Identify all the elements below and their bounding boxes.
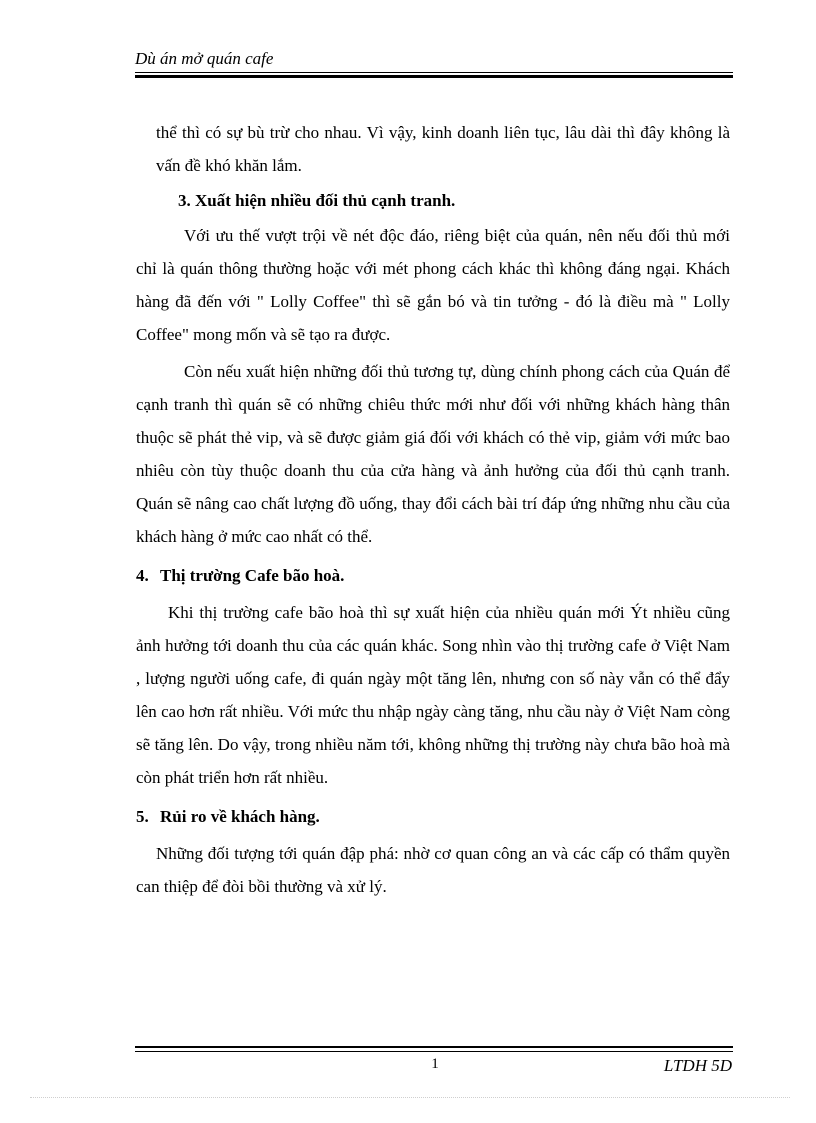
header-rule-thin: [135, 72, 733, 73]
heading-5-number: 5.: [136, 807, 149, 826]
paragraph-competitors-2: Còn nếu xuất hiện những đối thủ tương tự, dùng chính phong cách của Quán để cạnh tranh thì quán sẽ có những chiêu thức mới như đối với những khách hàng thân thuộc sẽ phát thẻ vip, và sẽ được giảm giá đối với khách có thẻ vip, giảm với mức bao nhiêu còn tùy thuộc doanh thu của cửa hàng và ảnh hưởng của đối thủ cạnh tranh. Quán sẽ nâng cao chất lượng đồ uống, thay đổi cách bài trí đáp ứng những nhu cầu của khách hàng ở mức cao nhất có thể.: [136, 362, 730, 546]
page-bottom-dotted-line: [30, 1097, 790, 1098]
footer-rule-thin: [135, 1051, 733, 1052]
heading-4-number: 4.: [136, 566, 149, 585]
paragraph-continuation: thể thì có sự bù trừ cho nhau. Vì vậy, kinh doanh liên tục, lâu dài thì đây không là vấn đề khó khăn lắm.: [156, 123, 730, 175]
heading-5-text: Rủi ro về khách hàng.: [160, 807, 320, 826]
footer-rule-thick: [135, 1046, 733, 1048]
page-number: 1: [431, 1056, 439, 1072]
heading-5: [136, 800, 730, 833]
paragraph-customers: Những đối tượng tới quán đập phá: nhờ cơ quan công an và các cấp có thẩm quyền can thiệp để đòi bồi thường và xử lý.: [136, 844, 730, 896]
paragraph-competitors-1: Với ưu thế vượt trội về nét độc đáo, riêng biệt của quán, nên nếu đối thủ mới chỉ là quán thông thường hoặc với mét phong cách khác thì không đáng ngại. Khách hàng đã đến với " Lolly Coffee" thì sẽ gắn bó và tin tưởng - đó là điều mà " Lolly Coffee" mong mốn và sẽ tạo ra được.: [136, 226, 730, 344]
heading-4: [136, 559, 730, 592]
heading-3: 3. Xuất hiện nhiều đối thủ cạnh tranh.: [178, 191, 456, 210]
footer-label: LTDH 5D: [663, 1056, 732, 1075]
header-rule-thick: [135, 75, 733, 78]
body-content: [136, 116, 730, 903]
paragraph-market: Khi thị trường cafe bão hoà thì sự xuất hiện của nhiều quán mới Ýt nhiều cũng ảnh hưởng tới doanh thu của các quán khác. Song nhìn vào thị trường cafe ở Việt Nam , lượng người uống cafe, đi quán ngày một tăng lên, nhưng con số này vẫn có thể đẩy lên cao hơn rất nhiều. Với mức thu nhập ngày càng tăng, nhu cầu này ở Việt Nam còng sẽ tăng lên. Do vậy, trong nhiều năm tới, không những thị trường này chưa bão hoà mà còn phát triển hơn rất nhiều.: [136, 603, 730, 787]
page-header-title: Dù án mở quán cafe: [135, 49, 274, 68]
heading-4-text: Thị trường Cafe bão hoà.: [160, 566, 345, 585]
